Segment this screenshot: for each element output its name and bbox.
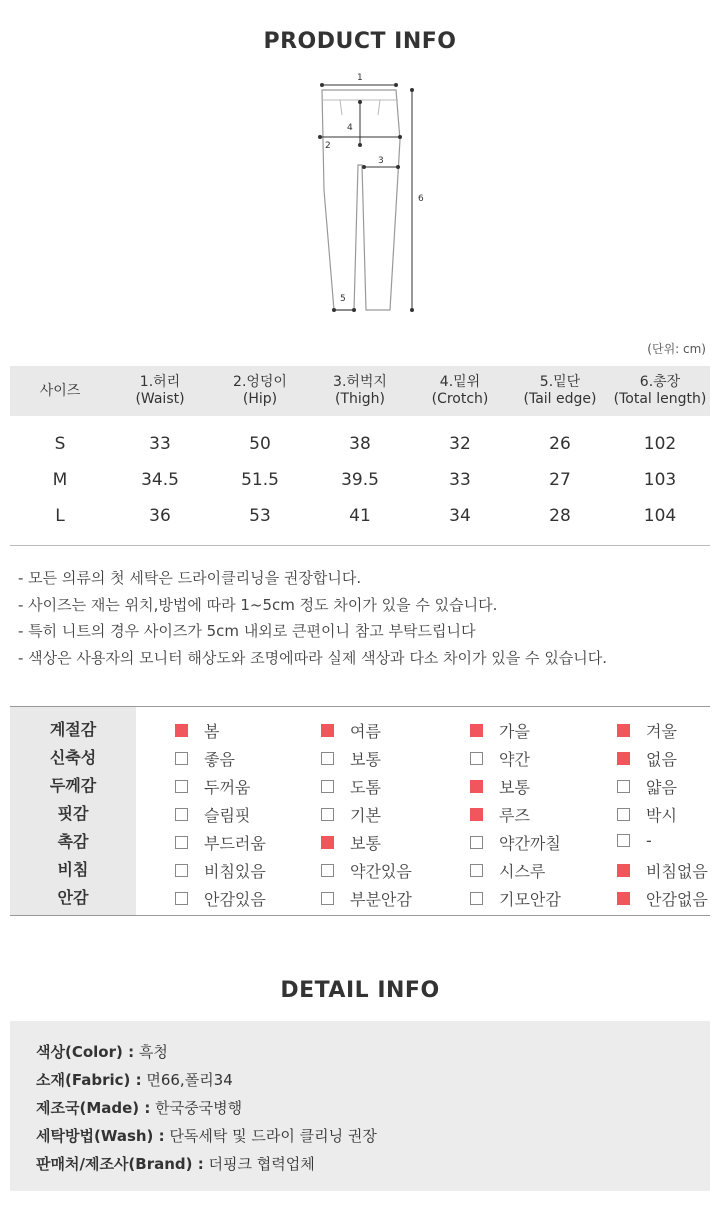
- divider: [10, 915, 710, 916]
- checked-box-icon: [470, 808, 483, 821]
- checked-box-icon: [617, 892, 630, 905]
- checked-box-icon: [470, 780, 483, 793]
- unchecked-box-icon: [617, 780, 630, 793]
- fit-table: [10, 706, 710, 916]
- value-cell: 41: [349, 505, 371, 526]
- fit-option-label: 시스루: [499, 862, 546, 881]
- fit-row: [10, 826, 710, 854]
- size-cell: S: [54, 433, 66, 454]
- value-cell: 28: [549, 505, 571, 526]
- detail-row-brand: 판매처/제조사(Brand) : 더핑크 협력업체: [36, 1155, 315, 1173]
- fit-option-label: 가을: [499, 722, 530, 741]
- fit-option: [617, 719, 677, 742]
- fit-option-label: 안감없음: [646, 890, 708, 909]
- fit-option: [617, 859, 708, 882]
- fit-option: [470, 747, 530, 770]
- fit-option-label: 부드러움: [204, 834, 266, 853]
- size-cell: L: [55, 505, 65, 526]
- checked-box-icon: [470, 724, 483, 737]
- fit-row: [10, 854, 710, 882]
- value-cell: 34.5: [141, 469, 179, 490]
- detail-row-color: 색상(Color) : 흑청: [36, 1043, 168, 1061]
- fit-row: [10, 742, 710, 770]
- detail-row-wash: 세탁방법(Wash) : 단독세탁 및 드라이 클리닝 권장: [36, 1127, 377, 1145]
- table-row: [10, 426, 710, 462]
- size-cell: M: [52, 469, 68, 490]
- fit-option-label: 도톰: [350, 778, 381, 797]
- table-row: [10, 462, 710, 498]
- value-cell: 104: [643, 505, 677, 526]
- fit-option: [321, 719, 381, 742]
- fit-option: [617, 831, 652, 850]
- care-notes: [18, 565, 708, 671]
- value-cell: 38: [349, 433, 371, 454]
- fit-option-label: 비침없음: [646, 862, 708, 881]
- size-table-header: [10, 366, 710, 416]
- total-length-column-header: 6.총장 (Total length): [613, 374, 707, 407]
- note-item: - 모든 의류의 첫 세탁은 드라이클리닝을 권장합니다.: [18, 569, 362, 587]
- value-cell: 26: [549, 433, 571, 454]
- value-cell: 33: [449, 469, 471, 490]
- fit-option: [470, 803, 530, 826]
- size-table: [10, 366, 710, 534]
- fit-row: [10, 882, 710, 910]
- divider: [10, 545, 710, 546]
- value-cell: 32: [449, 433, 471, 454]
- value-cell: 53: [249, 505, 271, 526]
- fit-option: [617, 775, 677, 798]
- unchecked-box-icon: [175, 836, 188, 849]
- fit-row-label: 신축성: [49, 747, 97, 767]
- note-item: - 색상은 사용자의 모니터 해상도와 조명에따라 실제 색상과 다소 차이가 있을 수 있습니다.: [18, 648, 608, 667]
- fit-option: [175, 859, 266, 882]
- unchecked-box-icon: [617, 808, 630, 821]
- fit-option-label: 보통: [499, 778, 530, 797]
- fit-option: [617, 803, 677, 826]
- fit-option: [617, 887, 708, 910]
- diagram-label-1: 1: [357, 73, 363, 83]
- diagram-label-4: 4: [347, 123, 353, 133]
- detail-row-fabric: 소재(Fabric) : 면66,폴리34: [36, 1071, 233, 1089]
- value-cell: 39.5: [341, 469, 379, 490]
- fit-option: [175, 831, 266, 854]
- note-item: - 특히 니트의 경우 사이즈가 5cm 내외로 큰편이니 참고 부탁드립니다: [18, 622, 476, 640]
- fit-option: [175, 803, 250, 826]
- fit-option-label: 기본: [350, 806, 381, 825]
- fit-option-label: 루즈: [499, 806, 530, 825]
- fit-option-label: 겨울: [646, 722, 677, 741]
- fit-option: [175, 719, 219, 742]
- fit-row: [10, 798, 710, 826]
- fit-option: [321, 775, 381, 798]
- fit-option: [321, 747, 381, 770]
- diagram-label-6: 6: [418, 194, 424, 204]
- unchecked-box-icon: [175, 864, 188, 877]
- fit-option-label: 부분안감: [350, 890, 412, 909]
- fit-option: [321, 887, 412, 910]
- fit-option: [321, 803, 381, 826]
- divider: [10, 706, 710, 707]
- fit-option: [321, 831, 381, 854]
- tail-edge-column-header: 5.밑단 (Tail edge): [523, 374, 597, 407]
- fit-option: [470, 775, 530, 798]
- diagram-label-3: 3: [378, 156, 384, 166]
- unchecked-box-icon: [321, 752, 334, 765]
- fit-option: [617, 747, 677, 770]
- pants-diagram: [300, 70, 440, 320]
- unchecked-box-icon: [470, 836, 483, 849]
- fit-option-label: 보통: [350, 750, 381, 769]
- thigh-column-header: 3.허벅지 (Thigh): [333, 374, 387, 407]
- detail-row-made: 제조국(Made) : 한국중국병행: [36, 1099, 243, 1117]
- fit-row-label: 촉감: [57, 831, 89, 851]
- detail-info-box: [10, 1021, 710, 1191]
- fit-option: [470, 719, 530, 742]
- fit-row: [10, 714, 710, 742]
- fit-row: [10, 770, 710, 798]
- fit-option: [175, 747, 235, 770]
- fit-option: [175, 775, 250, 798]
- fit-option-label: 없음: [646, 750, 677, 769]
- unit-label: (단위: cm): [647, 342, 706, 356]
- fit-option: [470, 831, 561, 854]
- crotch-column-header: 4.밑위 (Crotch): [431, 374, 489, 407]
- fit-option: [470, 859, 545, 882]
- fit-row-label: 핏감: [57, 803, 89, 823]
- fit-option-label: 비침있음: [204, 862, 266, 881]
- value-cell: 33: [149, 433, 171, 454]
- fit-option-label: 약간있음: [350, 862, 412, 881]
- waist-column-header: 1.허리 (Waist): [135, 374, 185, 407]
- value-cell: 34: [449, 505, 471, 526]
- fit-option-label: 약간까칠: [499, 834, 561, 853]
- checked-box-icon: [321, 724, 334, 737]
- unchecked-box-icon: [175, 752, 188, 765]
- fit-option: [175, 887, 266, 910]
- fit-row-label: 두께감: [49, 775, 97, 795]
- checked-box-icon: [321, 836, 334, 849]
- note-item: - 사이즈는 재는 위치,방법에 따라 1~5cm 정도 차이가 있을 수 있습니다.: [18, 595, 498, 614]
- fit-option-label: 두꺼움: [204, 778, 251, 797]
- value-cell: 27: [549, 469, 571, 490]
- value-cell: 50: [249, 433, 271, 454]
- fit-row-label: 안감: [57, 887, 89, 907]
- unchecked-box-icon: [321, 780, 334, 793]
- fit-option: [321, 859, 412, 882]
- product-info-title: PRODUCT INFO: [263, 29, 457, 54]
- fit-option: [470, 887, 561, 910]
- diagram-label-2: 2: [325, 141, 331, 151]
- unchecked-box-icon: [321, 892, 334, 905]
- checked-box-icon: [617, 752, 630, 765]
- unchecked-box-icon: [175, 892, 188, 905]
- value-cell: 36: [149, 505, 171, 526]
- diagram-label-5: 5: [340, 294, 346, 304]
- checked-box-icon: [617, 724, 630, 737]
- value-cell: 102: [643, 433, 677, 454]
- unchecked-box-icon: [470, 892, 483, 905]
- value-cell: 103: [643, 469, 677, 490]
- fit-option-label: 좋음: [204, 750, 235, 769]
- unchecked-box-icon: [617, 834, 630, 847]
- fit-row-label: 비침: [57, 859, 89, 879]
- unchecked-box-icon: [321, 808, 334, 821]
- fit-option-label: 얇음: [646, 778, 677, 797]
- value-cell: 51.5: [241, 469, 279, 490]
- checked-box-icon: [175, 724, 188, 737]
- hip-column-header: 2.엉덩이 (Hip): [233, 374, 287, 407]
- fit-option-label: 여름: [350, 722, 381, 741]
- fit-option-label: 기모안감: [499, 890, 561, 909]
- unchecked-box-icon: [175, 780, 188, 793]
- unchecked-box-icon: [470, 864, 483, 877]
- unchecked-box-icon: [175, 808, 188, 821]
- fit-option-label: 봄: [204, 722, 220, 741]
- checked-box-icon: [617, 864, 630, 877]
- fit-option-label: 박시: [646, 806, 677, 825]
- fit-option-label: 안감있음: [204, 890, 266, 909]
- fit-option-label: 보통: [350, 834, 381, 853]
- size-column-header: 사이즈: [39, 382, 81, 399]
- detail-info-title: DETAIL INFO: [280, 978, 440, 1003]
- fit-option-label: 슬림핏: [204, 806, 251, 825]
- table-row: [10, 498, 710, 534]
- fit-row-label: 계절감: [49, 719, 97, 739]
- unchecked-box-icon: [470, 752, 483, 765]
- fit-option-label: 약간: [499, 750, 530, 769]
- unchecked-box-icon: [321, 864, 334, 877]
- fit-option-label: -: [646, 831, 652, 850]
